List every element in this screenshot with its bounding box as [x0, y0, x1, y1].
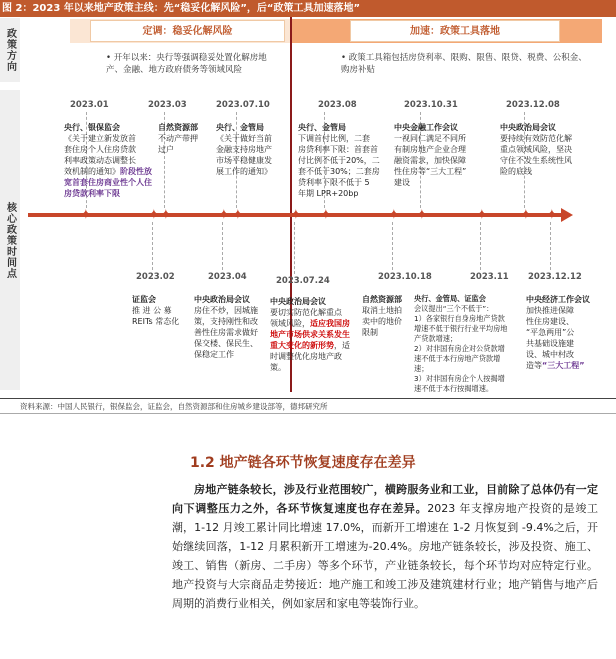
star-icon: ✦	[80, 207, 92, 223]
side-label-key-dates: 核心政策时间点	[0, 90, 20, 390]
event-2023-12-12: 中央经济工作会议 加快推进保障 性住房建设、 “平急两用”公 共基础设施建 设、城中村改 造等“三大工程”	[526, 295, 590, 370]
star-icon: ✦	[388, 207, 400, 223]
body-paragraph: 2023 年支撑房地产投资的是竣工潮，1-12 月竣工累计同比增速 17.0%，而新开工增速在 1-2 月恢复到 -9.4%之后，开始继续回落，1-12 月累积新开工增速为-20.4%。房地产链条较长，涉及投资、施工、竣工、销售（新房、二手房）等多个环节，产业链条较长，每个环节均对应特定行业。地产投资与大宗商品走势接近：地产施工和竣工涉及建筑建材行业；地产销售与地产后周期的消费行业相关，例如家居和家电等装饰行业。	[172, 502, 598, 610]
event-2023-08: 央行、金管局 下调首付比例，二套 房贷利率下限：首套首 付比例不低于20%，二 套不低于30%；二套房 贷利率下限不低于 5 年期 LPR+20bp	[298, 123, 380, 198]
source-divider	[0, 398, 616, 399]
event-date: 2023.10.31	[404, 100, 458, 110]
event-date: 2023.12.12	[528, 272, 582, 282]
phase-title-right: 加速：政策工具落地	[350, 20, 560, 42]
event-2023-03: 自然资源部 不动产带押 过户	[158, 123, 198, 154]
arrow-head-icon	[561, 208, 573, 222]
star-icon: ✦	[546, 207, 558, 223]
section-divider	[0, 413, 616, 414]
event-date: 2023.11	[470, 272, 509, 282]
event-2023-07-10: 央行、金管局 《关于做好当前 金融支持房地产 市场平稳健康发 展工作的通知》	[216, 123, 272, 176]
side-label-policy-direction: 政策方向	[0, 18, 20, 82]
star-icon: ✦	[476, 207, 488, 223]
event-2023-12-08: 中央政治局会议 要持续有效防范化解 重点领域风险，坚决 守住不发生系统性风 险的底线	[500, 123, 572, 176]
star-icon: ✦	[290, 207, 302, 223]
star-icon: ✦	[320, 207, 332, 223]
event-2023-10-31: 中央金融工作会议 一视同仁满足不同所 有制房地产企业合理 融资需求，加快保障 性住房等“三大工程” 建设	[394, 123, 467, 187]
event-date: 2023.01	[70, 100, 109, 110]
star-icon: ✦	[160, 207, 172, 223]
phase-text-left: • 开年以来：央行等强调稳妥处置化解房地产、金融、地方政府债务等领域风险	[106, 53, 267, 75]
star-icon: ✦	[218, 207, 230, 223]
section-title: 1.2 地产链各环节恢复速度存在差异	[190, 455, 416, 471]
star-icon: ✦	[416, 207, 428, 223]
event-date: 2023.04	[208, 272, 247, 282]
event-2023-02: 证监会 推 进 公 募 REITs 常态化	[132, 295, 180, 326]
body-bold-lead: 房地产链条较长，涉及行业范围较广，横跨服务业和工业，目前除了总体仍有一定向下调整压力之外，各环节恢复速度也存在差异。	[172, 483, 598, 515]
event-2023-07-24: 中央政治局会议 要切实防范化解重点 领域风险，适应我国房地产市场供求关系发生重大变化的新形势，适时调整优化房地产政策。	[270, 297, 350, 372]
phase-title-left: 定调：稳妥化解风险	[90, 20, 285, 42]
event-date: 2023.02	[136, 272, 175, 282]
figure-source: 资料来源：中国人民银行，银保监会，证监会，自然资源部和住房城乡建设部等，德邦研究所	[20, 402, 328, 411]
star-icon: ✦	[232, 207, 244, 223]
event-date: 2023.08	[318, 100, 357, 110]
star-icon: ✦	[520, 207, 532, 223]
phase-text-right: • 政策工具箱包括房贷利率、限购、限售、限贷、税费、公积金、购房补贴	[341, 53, 587, 75]
event-2023-04: 中央政治局会议 房住不炒，因城施 策，支持刚性和改 善性住房需求做好 保交楼、保民生、 保稳定工作	[194, 295, 258, 359]
event-2023-10-18: 自然资源部 取消土地拍 卖中的地价 限制	[362, 295, 402, 337]
event-date: 2023.07.24	[276, 276, 330, 286]
event-date: 2023.12.08	[506, 100, 560, 110]
star-icon: ✦	[148, 207, 160, 223]
event-date: 2023.03	[148, 100, 187, 110]
event-2023-01: 央行、银保监会 《关于建立新发放首 套住房个人住房贷款 利率政策动态调整长 效机制的通知》阶段性放宽首套住房商业性个人住房贷款利率下限	[64, 123, 152, 198]
event-date: 2023.10.18	[378, 272, 432, 282]
figure-caption: 图 2：2023 年以来地产政策主线：先“稳妥化解风险”，后“政策工具加速落地”	[0, 0, 616, 17]
event-date: 2023.07.10	[216, 100, 270, 110]
section-body	[172, 480, 598, 613]
event-2023-11: 央行、金管局、证监会 会议提出“三个不低于”： 1）各家银行自身房地产贷款 增速不低于银行行业平均房地 产贷款增速； 2）对非国有房企对公贷款增 速不低于本行房地产贷款增 速； 3）对非国有房企个人按揭增 速不低于本行按揭增速。	[414, 294, 508, 393]
